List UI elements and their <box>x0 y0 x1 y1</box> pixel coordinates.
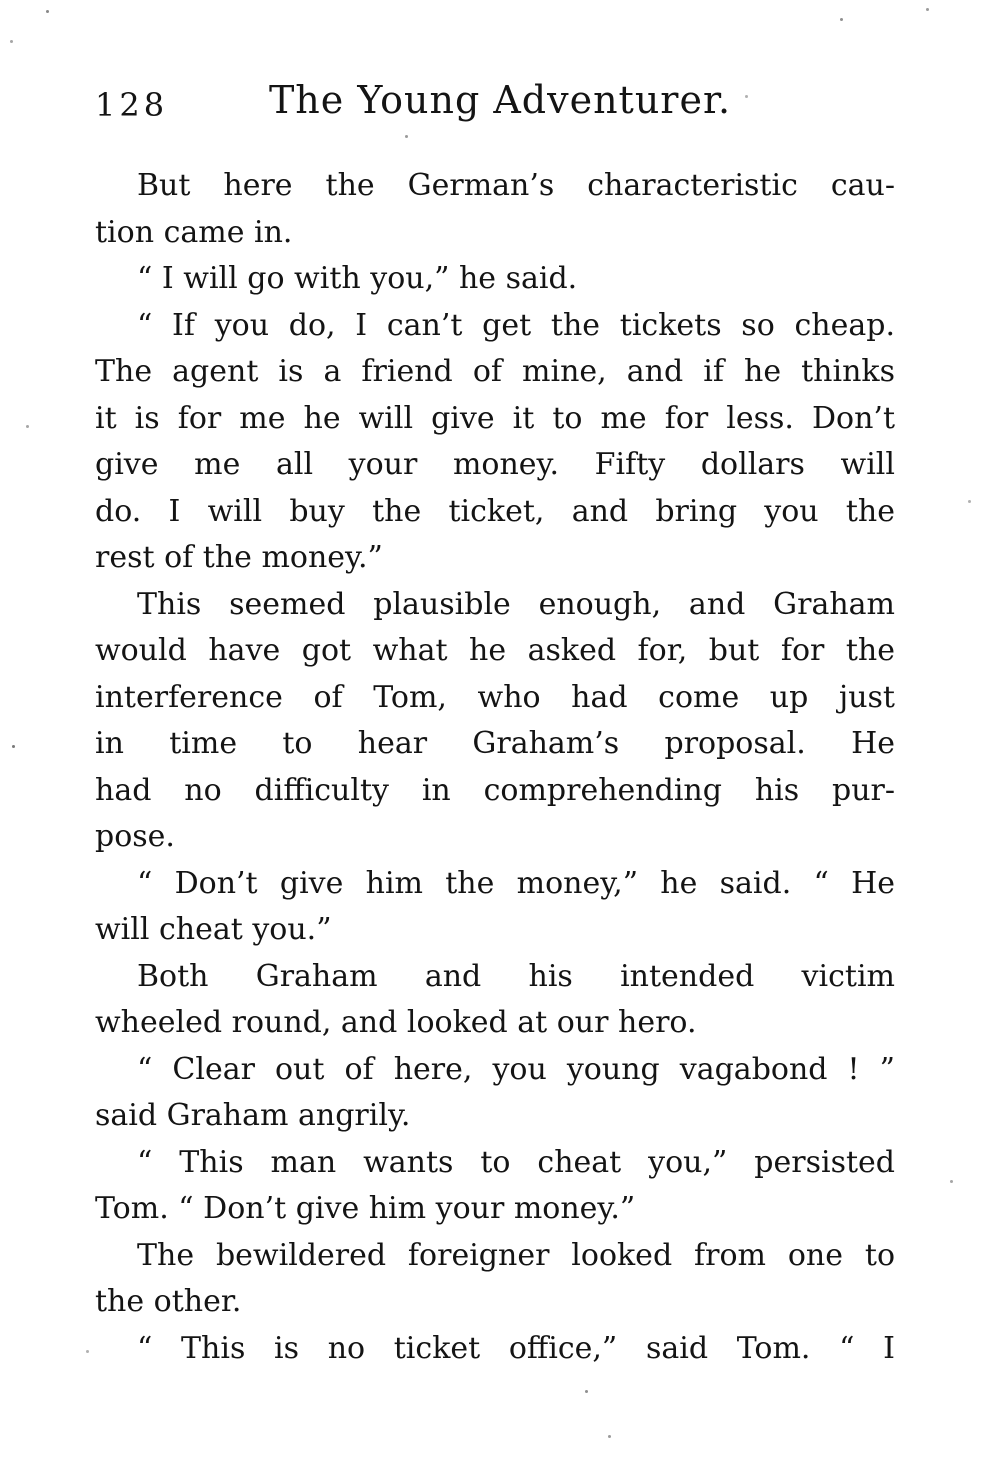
text-line: Both Graham and his intended victim <box>137 958 895 994</box>
page-number: 128 <box>95 86 169 124</box>
text-line: tion came in. <box>95 214 293 250</box>
text-line: Tom. “ Don’t give him your money.” <box>95 1191 636 1226</box>
page-header <box>95 78 905 126</box>
text-line: “ This man wants to cheat you,” persisted <box>137 1144 895 1180</box>
text-line: “ If you do, I can’t get the tickets so cheap. <box>137 307 895 343</box>
text-line: pose. <box>95 819 175 854</box>
scan-noise <box>46 10 49 13</box>
text-line: do. I will buy the ticket, and bring you the <box>95 493 895 529</box>
body-text <box>95 163 895 1372</box>
text-line: would have got what he asked for, but for the <box>95 633 895 668</box>
text-line: give me all your money. Fifty dollars will <box>95 447 895 482</box>
text-line: wheeled round, and looked at our hero. <box>95 1005 697 1040</box>
text-line: But here the German’s characteristic cau- <box>137 168 895 203</box>
text-line: “ Don’t give him the money,” he said. “ He <box>137 865 895 901</box>
text-line: said Graham angrily. <box>95 1098 411 1133</box>
text-line: “ I will go with you,” he said. <box>137 261 578 296</box>
text-line: “ Clear out of here, you young vagabond ! ” <box>137 1051 895 1087</box>
text-line: in time to hear Graham’s proposal. He <box>95 726 895 761</box>
text-line: This seemed plausible enough, and Graham <box>137 586 895 622</box>
running-title: The Young Adventurer. <box>268 78 732 122</box>
text-line: will cheat you.” <box>95 912 332 947</box>
text-line: had no difficulty in comprehending his pur- <box>95 772 895 808</box>
text-line: The agent is a friend of mine, and if he thinks <box>95 354 895 389</box>
text-line: rest of the money.” <box>95 540 383 575</box>
text-line: the other. <box>95 1284 242 1319</box>
text-line: interference of Tom, who had come up just <box>95 679 895 715</box>
text-line: it is for me he will give it to me for less. Don’t <box>95 400 895 436</box>
text-line: The bewildered foreigner looked from one to <box>137 1237 895 1273</box>
text-line: “ This is no ticket office,” said Tom. “ I <box>137 1330 895 1366</box>
